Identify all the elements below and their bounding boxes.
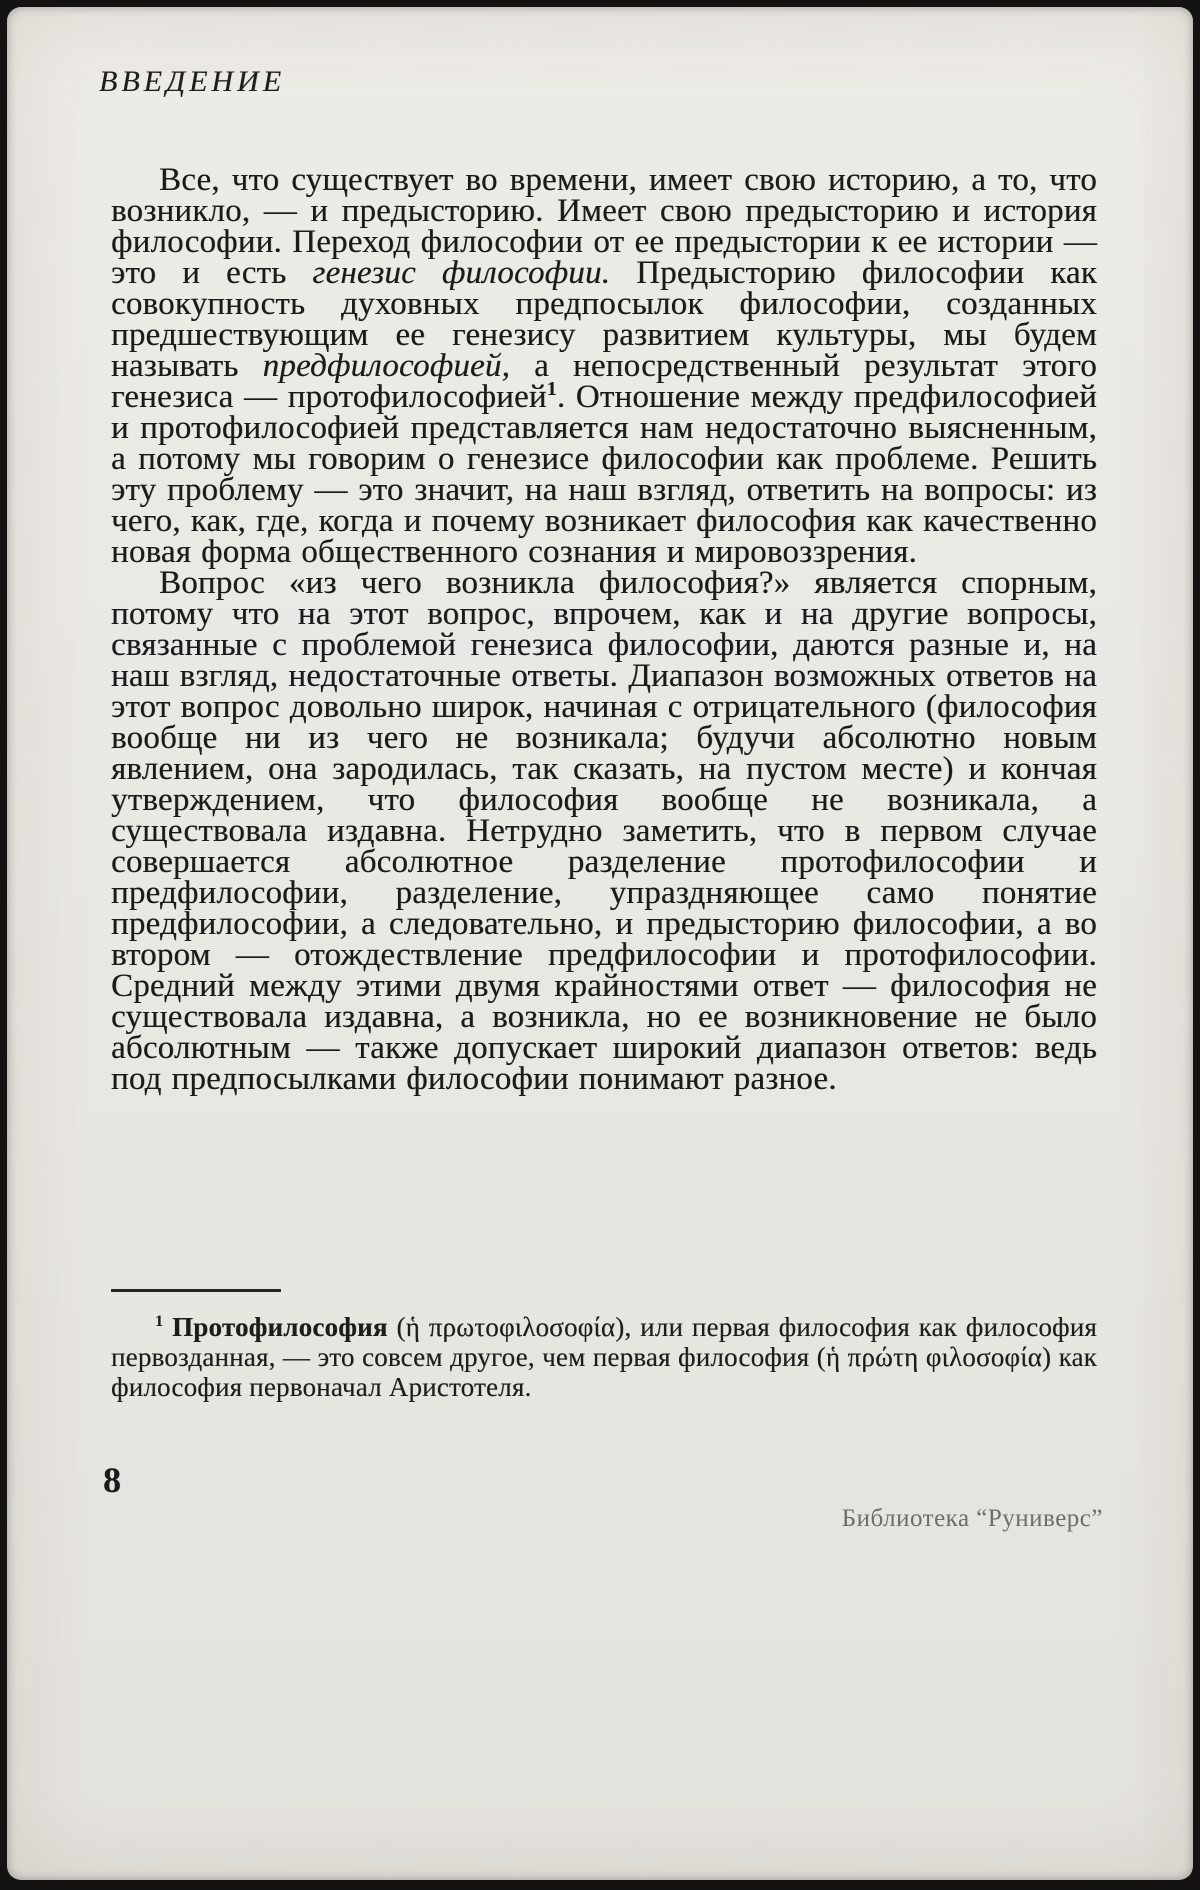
text-run: Все, что существует во времени, имеет свою историю, а то, что возникло, — и предысторию. Имеет свою предысторию и история философии. Переход философии от ее предыстории к ее истории — это и есть <box>111 162 1097 291</box>
footnote-marker: 1 <box>155 1312 164 1330</box>
text-run: (ἡ πρωτοφιλοσοφία), или первая философия как философия первозданная, — это совсем другое, чем первая философия (ἡ πρώτη φιλοσοφία) как философия первоначал Аристотеля. <box>111 1312 1097 1402</box>
chapter-header: ВВЕДЕНИЕ <box>99 65 286 98</box>
text-run: а непосредственный результат этого генезиса — протофилософией <box>111 348 1097 415</box>
page-number: 8 <box>103 1460 121 1500</box>
text-run: Вопрос «из чего возникла философия?» является спорным, потому что на этот вопрос, впрочем, как и на другие вопросы, связанные с проблемой генезиса философии, даются разные и, на наш взгляд, недостаточные ответы. Диапазон возможных ответов на этот вопрос довольно широк, начиная с отрицательного (философия вообще ни из чего не возникала; будучи абсолютно новым явлением, она зародилась, так сказать, на пустом месте) и кончая утверждением, что философия вообще не возникала, а существовала издавна. Нетрудно заметить, что в первом случае совершается абсолютное разделение протофилософии и предфилософии, разделение, упраздняющее само понятие предфилософии, а следовательно, и предысторию философии, а во втором — отождествление предфилософии и протофилософии. Средний между этими двумя крайностями ответ — философия не существовала издавна, а возникла, но ее возникновение не было абсолютным — также допускает широкий диапазон ответов: ведь под предпосылками философии понимают разное. <box>111 565 1097 1097</box>
paragraph-2 <box>111 565 1097 1097</box>
footnote-section <box>111 1289 1097 1402</box>
footnote-reference: 1 <box>546 378 557 400</box>
paragraph-1 <box>111 162 1098 570</box>
footnote <box>111 1312 1097 1402</box>
scanned-book-page <box>7 7 1193 1880</box>
footnote-term: Протофилософия <box>172 1312 388 1342</box>
watermark: Библиотека “Руниверс” <box>841 1505 1103 1532</box>
text-run: . Отношение между предфилософией и протофилософией представляется нам недостаточно выясненным, а потому мы говорим о генезисе философии как проблеме. Решить эту проблему — это значит, на наш взгляд, ответить на вопросы: из чего, как, где, когда и почему возникает философия как качественно новая форма общественного сознания и мировоззрения. <box>111 379 1097 570</box>
italic-term-genesis: генезис философии. <box>312 255 611 291</box>
italic-term-prefilosophy: предфилософией, <box>262 348 511 384</box>
body-text <box>111 162 1098 1097</box>
footnote-rule <box>111 1289 281 1292</box>
text-run: Предысторию философии как совокупность духовных предпосылок философии, созданных предшествующим ее генезису развитием культуры, мы будем называть <box>111 255 1098 384</box>
